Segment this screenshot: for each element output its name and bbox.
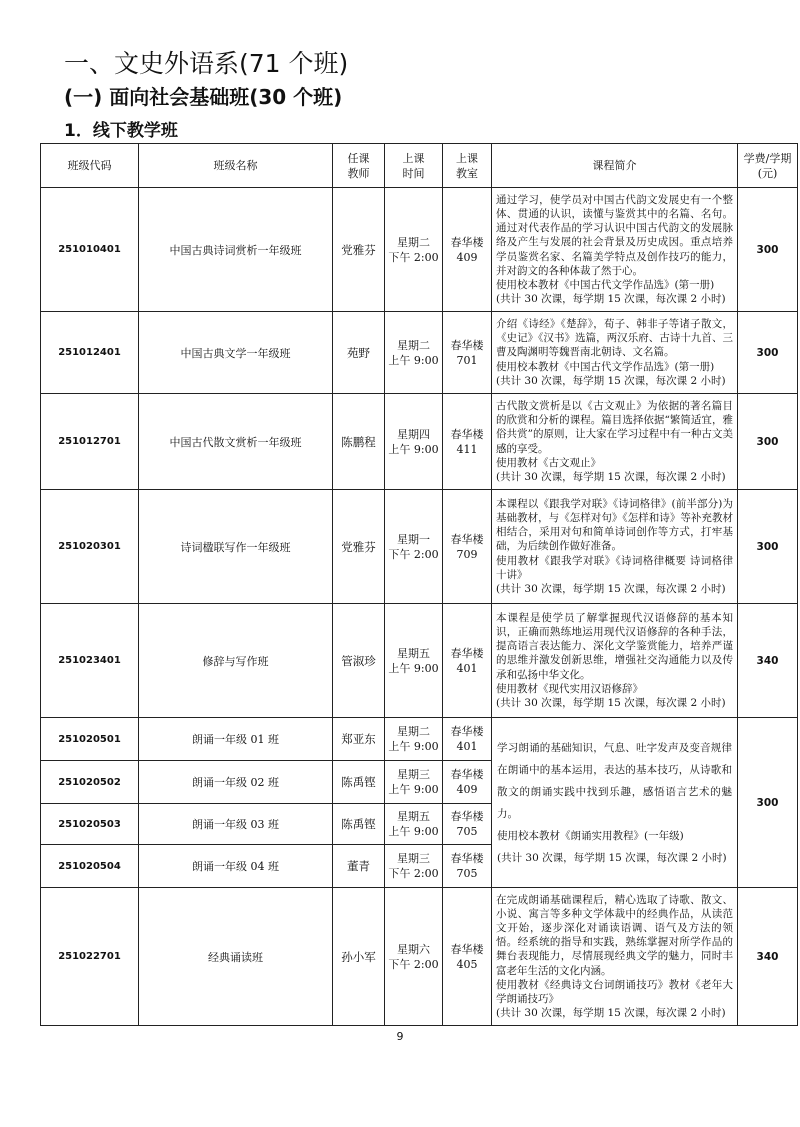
class-name: 朗诵一年级 03 班 (139, 804, 333, 845)
header-teacher: 任课 教师 (333, 144, 385, 188)
course-description: 在完成朗诵基础课程后，精心选取了诗歌、散文、小说、寓言等多种文学体裁中的经典作品，从读范文开始，逐步深化对诵读语调、语气及方法的领悟。经系统的指导和实践，熟练掌握对所学作品的舞台表现能力，尽情展现经典文学的魅力，同时丰富老年生活的文化内涵。 使用教材《经典诗文台词朗诵技巧》教材《老年大学朗诵技巧》 (共计 30 次课，每学期 15 次课，每次课 2 小时) (492, 888, 738, 1026)
tuition-fee: 300 (738, 188, 798, 312)
course-description: 介绍《诗经》《楚辞》，荀子、韩非子等诸子散文，《史记》《汉书》选篇，两汉乐府、古诗十九首、三曹及陶渊明等魏晋南北朝诗、文名篇。 使用校本教材《中国古代文学作品选》(第一册) (共计 30 次课，每学期 15 次课，每次课 2 小时) (492, 312, 738, 394)
tuition-fee: 300 (738, 312, 798, 394)
header-class-code: 班级代码 (41, 144, 139, 188)
class-name: 经典诵读班 (139, 888, 333, 1026)
teacher-name: 党雅芬 (333, 188, 385, 312)
class-code: 251020502 (41, 761, 139, 804)
class-code: 251020504 (41, 845, 139, 888)
table-row (41, 312, 798, 394)
header-time: 上课 时间 (385, 144, 443, 188)
tuition-fee: 300 (738, 490, 798, 604)
category-heading: 1．线下教学班 (64, 121, 178, 141)
class-time: 星期三 下午 2:00 (385, 845, 443, 888)
class-time: 星期三 上午 9:00 (385, 761, 443, 804)
teacher-name: 陈禹铿 (333, 804, 385, 845)
tuition-fee: 340 (738, 604, 798, 718)
teacher-name: 管淑珍 (333, 604, 385, 718)
table-row (41, 718, 798, 761)
class-code: 251022701 (41, 888, 139, 1026)
header-class-name: 班级名称 (139, 144, 333, 188)
tuition-fee: 300 (738, 394, 798, 490)
class-time: 星期二 上午 9:00 (385, 312, 443, 394)
table-row (41, 604, 798, 718)
teacher-name: 党雅芬 (333, 490, 385, 604)
page-number: 9 (396, 1030, 404, 1043)
class-time: 星期六 下午 2:00 (385, 888, 443, 1026)
class-room: 春华楼 409 (443, 761, 492, 804)
class-name: 修辞与写作班 (139, 604, 333, 718)
class-room: 春华楼 705 (443, 845, 492, 888)
table-row (41, 394, 798, 490)
teacher-name: 苑野 (333, 312, 385, 394)
teacher-name: 董青 (333, 845, 385, 888)
class-room: 春华楼 705 (443, 804, 492, 845)
class-room: 春华楼 709 (443, 490, 492, 604)
table-row (41, 188, 798, 312)
class-time: 星期二 上午 9:00 (385, 718, 443, 761)
course-description: 学习朗诵的基础知识，气息、吐字发声及变音规律在朗诵中的基本运用，表达的基本技巧，从诗歌和散文的朗诵实践中找到乐趣，感悟语言艺术的魅力。 使用校本教材《朗诵实用教程》(一年级) (共计 30 次课，每学期 15 次课，每次课 2 小时) (492, 718, 738, 888)
header-room: 上课 教室 (443, 144, 492, 188)
class-name: 诗词楹联写作一年级班 (139, 490, 333, 604)
class-name: 朗诵一年级 02 班 (139, 761, 333, 804)
class-time: 星期二 下午 2:00 (385, 188, 443, 312)
course-description: 本课程是使学员了解掌握现代汉语修辞的基本知识，正确而熟练地运用现代汉语修辞的各种手法，提高语言表达能力、深化文学鉴赏能力，培养严谨的思维并激发创新思维，增强社交沟通能力以及传承和弘扬中华文化。 使用教材《现代实用汉语修辞》 (共计 30 次课，每学期 15 次课，每次课 2 小时) (492, 604, 738, 718)
class-schedule-table (40, 143, 798, 1026)
class-code: 251020301 (41, 490, 139, 604)
class-room: 春华楼 401 (443, 718, 492, 761)
class-code: 251012401 (41, 312, 139, 394)
class-time: 星期五 上午 9:00 (385, 604, 443, 718)
class-code: 251023401 (41, 604, 139, 718)
teacher-name: 陈禹铿 (333, 761, 385, 804)
class-name: 中国古典文学一年级班 (139, 312, 333, 394)
section-heading: 一、文史外语系(71 个班) (64, 49, 349, 78)
header-fee: 学费/学期 (元) (738, 144, 798, 188)
class-room: 春华楼 401 (443, 604, 492, 718)
class-room: 春华楼 411 (443, 394, 492, 490)
class-code: 251012701 (41, 394, 139, 490)
course-description: 本课程以《跟我学对联》《诗词格律》(前半部分)为基础教材，与《怎样对句》《怎样和诗》等补充教材相结合，采用对句和简单诗词创作等方式，打牢基础，为后续创作做好准备。 使用教材《跟我学对联》《诗词格律概要 诗词格律十讲》 (共计 30 次课，每学期 15 次课，每次课 2 小时) (492, 490, 738, 604)
table-header-row (41, 144, 798, 188)
tuition-fee: 340 (738, 888, 798, 1026)
tuition-fee: 300 (738, 718, 798, 888)
teacher-name: 陈鹏程 (333, 394, 385, 490)
class-name: 朗诵一年级 04 班 (139, 845, 333, 888)
table-row (41, 490, 798, 604)
class-code: 251020503 (41, 804, 139, 845)
class-code: 251010401 (41, 188, 139, 312)
course-description: 通过学习，使学员对中国古代韵文发展史有一个整体、贯通的认识，读懂与鉴赏其中的名篇、名句。通过对代表作品的学习认识中国古代韵文的发展脉络及产生与发展的社会背景及历史成因。重点培养学员鉴赏名家、名篇美学特点及创作技巧的能力，并对韵文的各种体裁了然于心。 使用校本教材《中国古代文学作品选》(第一册) (共计 30 次课，每学期 15 次课，每次课 2 小时) (492, 188, 738, 312)
class-name: 中国古代散文赏析一年级班 (139, 394, 333, 490)
header-description: 课程简介 (492, 144, 738, 188)
teacher-name: 孙小军 (333, 888, 385, 1026)
class-name: 中国古典诗词赏析一年级班 (139, 188, 333, 312)
class-room: 春华楼 405 (443, 888, 492, 1026)
class-name: 朗诵一年级 01 班 (139, 718, 333, 761)
class-room: 春华楼 409 (443, 188, 492, 312)
class-time: 星期一 下午 2:00 (385, 490, 443, 604)
class-time: 星期四 上午 9:00 (385, 394, 443, 490)
class-time: 星期五 上午 9:00 (385, 804, 443, 845)
class-code: 251020501 (41, 718, 139, 761)
teacher-name: 郑亚东 (333, 718, 385, 761)
table-row (41, 888, 798, 1026)
course-description: 古代散文赏析是以《古文观止》为依据的著名篇目的欣赏和分析的课程。篇目选择依据“繁简适宜，雅俗共赏”的原则，让大家在学习过程中有一种古文美感的享受。 使用教材《古文观止》 (共计 30 次课，每学期 15 次课，每次课 2 小时) (492, 394, 738, 490)
subsection-heading: (一) 面向社会基础班(30 个班) (64, 85, 343, 109)
class-room: 春华楼 701 (443, 312, 492, 394)
